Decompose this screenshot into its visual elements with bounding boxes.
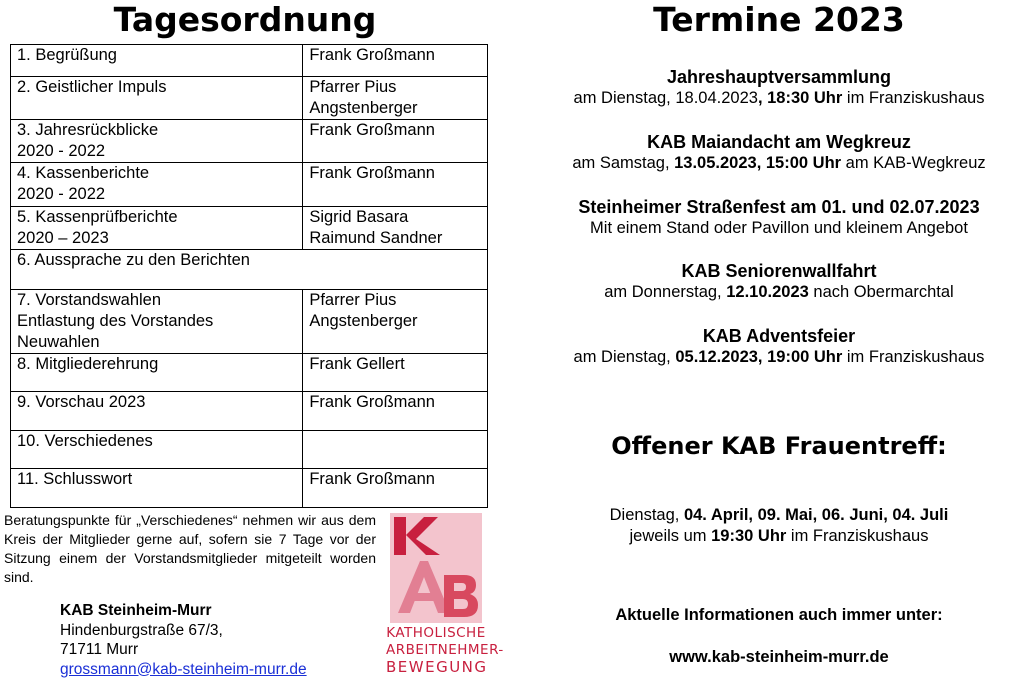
address-block: [60, 601, 307, 679]
agenda-item: 10. Verschiedenes: [11, 431, 303, 469]
event-title: KAB Maiandacht am Wegkreuz: [647, 132, 911, 152]
table-row: [11, 45, 488, 77]
event-adventsfeier: [540, 325, 1018, 368]
event-details: am Dienstag, 05.12.2023, 19:00 Uhr im Franziskushaus: [573, 348, 985, 366]
event-jahreshauptversammlung: [540, 66, 1018, 109]
table-row: [11, 431, 488, 469]
event-details: am Dienstag, 18.04.2023, 18:30 Uhr im Franziskushaus: [573, 89, 985, 107]
table-row: [11, 469, 488, 508]
event-details: am Donnerstag, 12.10.2023 nach Obermarchtal: [604, 283, 954, 301]
table-row: [11, 207, 488, 250]
agenda-speaker: Frank Großmann: [303, 469, 488, 508]
agenda-item: 8. Mitgliederehrung: [11, 354, 303, 392]
logo-line-3: BEWEGUNG: [386, 658, 488, 676]
agenda-speaker: Sigrid Basara Raimund Sandner: [303, 207, 488, 250]
table-row: [11, 250, 488, 290]
agenda-table: [10, 44, 488, 508]
event-title: Steinheimer Straßenfest am 01. und 02.07.2023: [578, 197, 980, 217]
frauentreff-details: Dienstag, 04. April, 09. Mai, 06. Juni, 04. Juli jeweils um 19:30 Uhr im Franziskushaus: [609, 506, 949, 545]
org-name: KAB Steinheim-Murr: [60, 602, 212, 619]
event-strassenfest: [540, 196, 1018, 239]
table-row: [11, 290, 488, 354]
event-details: Mit einem Stand oder Pavillon und kleinem Angebot: [590, 219, 968, 237]
agenda-speaker: Frank Großmann: [303, 392, 488, 431]
agenda-speaker: Frank Großmann: [303, 45, 488, 77]
table-row: [11, 392, 488, 431]
agenda-item: 11. Schlusswort: [11, 469, 303, 508]
termine-title: Termine 2023: [653, 0, 905, 39]
agenda-item: 4. Kassenberichte 2020 - 2022: [11, 163, 303, 207]
agenda-speaker: Pfarrer Pius Angstenberger: [303, 290, 488, 354]
kab-letters-icon: [390, 513, 482, 623]
agenda-item: 1. Begrüßung: [11, 45, 303, 77]
agenda-speaker: [303, 431, 488, 469]
agenda-item: 5. Kassenprüfberichte 2020 – 2023: [11, 207, 303, 250]
agenda-speaker: Pfarrer Pius Angstenberger: [303, 77, 488, 120]
agenda-speaker: Frank Gellert: [303, 354, 488, 392]
frauentreff-title: Offener KAB Frauentreff:: [611, 432, 947, 460]
agenda-note: Beratungspunkte für „Verschiedenes“ nehmen wir aus dem Kreis der Mitglieder gerne auf, sofern sie 7 Tage vor der Sitzung einem der Vorstandsmitglieder mitgeteilt worden sind.: [4, 512, 376, 585]
agenda-title: Tagesordnung: [113, 0, 377, 39]
event-title: KAB Adventsfeier: [702, 326, 856, 346]
agenda-speaker: Frank Großmann: [303, 163, 488, 207]
info-text: Aktuelle Informationen auch immer unter:: [615, 606, 943, 624]
table-row: [11, 120, 488, 163]
event-maiandacht: [540, 131, 1018, 174]
agenda-item: 2. Geistlicher Impuls: [11, 77, 303, 120]
event-title: Jahreshauptversammlung: [666, 67, 892, 87]
table-row: [11, 354, 488, 392]
table-row: [11, 163, 488, 207]
event-seniorenwallfahrt: [540, 260, 1018, 303]
agenda-speaker: Frank Großmann: [303, 120, 488, 163]
kab-logo: [386, 513, 504, 685]
table-row: [11, 77, 488, 120]
street: Hindenburgstraße 67/3,: [60, 621, 223, 639]
email-link[interactable]: grossmann@kab-steinheim-murr.de: [60, 660, 307, 678]
agenda-item: 7. Vorstandswahlen Entlastung des Vorstandes Neuwahlen: [11, 290, 303, 354]
event-title: KAB Seniorenwallfahrt: [681, 261, 877, 281]
website-link[interactable]: www.kab-steinheim-murr.de: [669, 648, 889, 666]
agenda-item: 9. Vorschau 2023: [11, 392, 303, 431]
event-details: am Samstag, 13.05.2023, 15:00 Uhr am KAB-Wegkreuz: [572, 154, 986, 172]
agenda-item: 3. Jahresrückblicke 2020 - 2022: [11, 120, 303, 163]
city: 71711 Murr: [60, 641, 139, 658]
agenda-item: 6. Aussprache zu den Berichten: [11, 250, 488, 290]
logo-line-2: ARBEITNEHMER-: [386, 642, 504, 658]
logo-line-1: KATHOLISCHE: [386, 625, 486, 641]
